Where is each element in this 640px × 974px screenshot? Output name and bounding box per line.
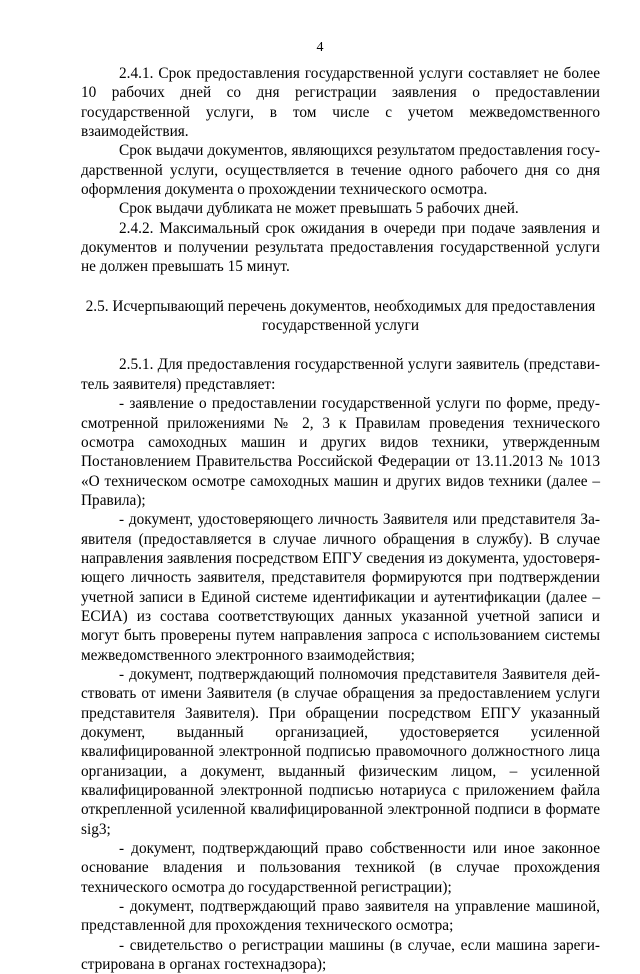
list-item-ownership-document: - документ, подтверждающий право собственности или иное законное основание владения и пользования техникой (в случае прохождения технического осмотра до государственной регистрации); bbox=[81, 840, 600, 896]
list-item-identity-document: - документ, удостоверяющего личность Заявителя или представителя Заявителя (предоставляется в случае личного обращения в службу). В случае направления заявления посредством ЕПГУ сведения из документа, удостоверяющего личность заявителя, представителя формируются при подтверждении учетной записи в Единой системе идентификации и аутентификации (далее – ЕСИА) из состава соответствующих данных указанной учетной записи и могут быть проверены путем направления запроса с использованием системы межведомственного электронного взаимодействия; bbox=[81, 511, 600, 664]
paragraph-duplicate-term: Срок выдачи дубликата не может превышать 5 рабочих дней. bbox=[119, 200, 519, 218]
paragraph-2-4-1: 2.4.1. Срок предоставления государственной услуги составляет не более 10 рабочих дней со дня регистрации заявления о предоставлении государственной услуги, в том числе с учетом межведомственного взаимодействия. bbox=[81, 65, 600, 141]
section-spacer bbox=[81, 335, 600, 355]
paragraph-issue-term: Срок выдачи документов, являющихся результатом предоставления государственной услуги, осуществляется в течение одного рабочего дня со дня оформления документа о прохождении технического осмотра. bbox=[81, 142, 600, 199]
page-number: 4 bbox=[316, 40, 324, 55]
list-item-authority-document: - документ, подтверждающий полномочия представителя Заявителя действовать от имени Заявителя (в случае обращения за предоставлением услуги представителя Заявителя). При обращении посредством ЕПГУ указанный документ, выданный организацией, удостоверяется усиленной квалифицированной электронной подписью правомочного должностного лица организации, а документ, выданный физическим лицом, – усиленной квалифицированной электронной подписью нотариуса с приложением файла открепленной усиленной квалифицированной электронной подписи в формате sig3; bbox=[81, 665, 600, 838]
list-item-application: - заявление о предоставлении государственной услуги по форме, предусмотренной приложениями № 2, 3 к Правилам проведения технического осмотра самоходных машин и других видов техники, утвержденным Постановлением Правительства Российской Федерации от 13.11.2013 № 1013 «О техническом осмотре самоходных машин и других видов техники (далее – Правила); bbox=[81, 395, 600, 509]
section-heading-2-5: 2.5. Исчерпывающий перечень документов, необходимых для предоставления государственной услуги bbox=[85, 297, 596, 335]
document-body bbox=[81, 64, 600, 974]
list-item-right-to-drive-document: - документ, подтверждающий право заявителя на управление машиной, представленной для прохождения технического осмотра; bbox=[81, 898, 600, 935]
paragraph-2-4-2: 2.4.2. Максимальный срок ожидания в очереди при подаче заявления и документов и получении результата предоставления государственной услуги не должен превышать 15 минут. bbox=[81, 219, 600, 276]
section-spacer bbox=[81, 277, 600, 297]
paragraph-2-5-1: 2.5.1. Для предоставления государственной услуги заявитель (представитель заявителя) представляет: bbox=[81, 356, 600, 393]
list-item-registration-certificate: - свидетельство о регистрации машины (в случае, если машина зарегистрирована в органах гостехнадзора); bbox=[81, 936, 600, 974]
